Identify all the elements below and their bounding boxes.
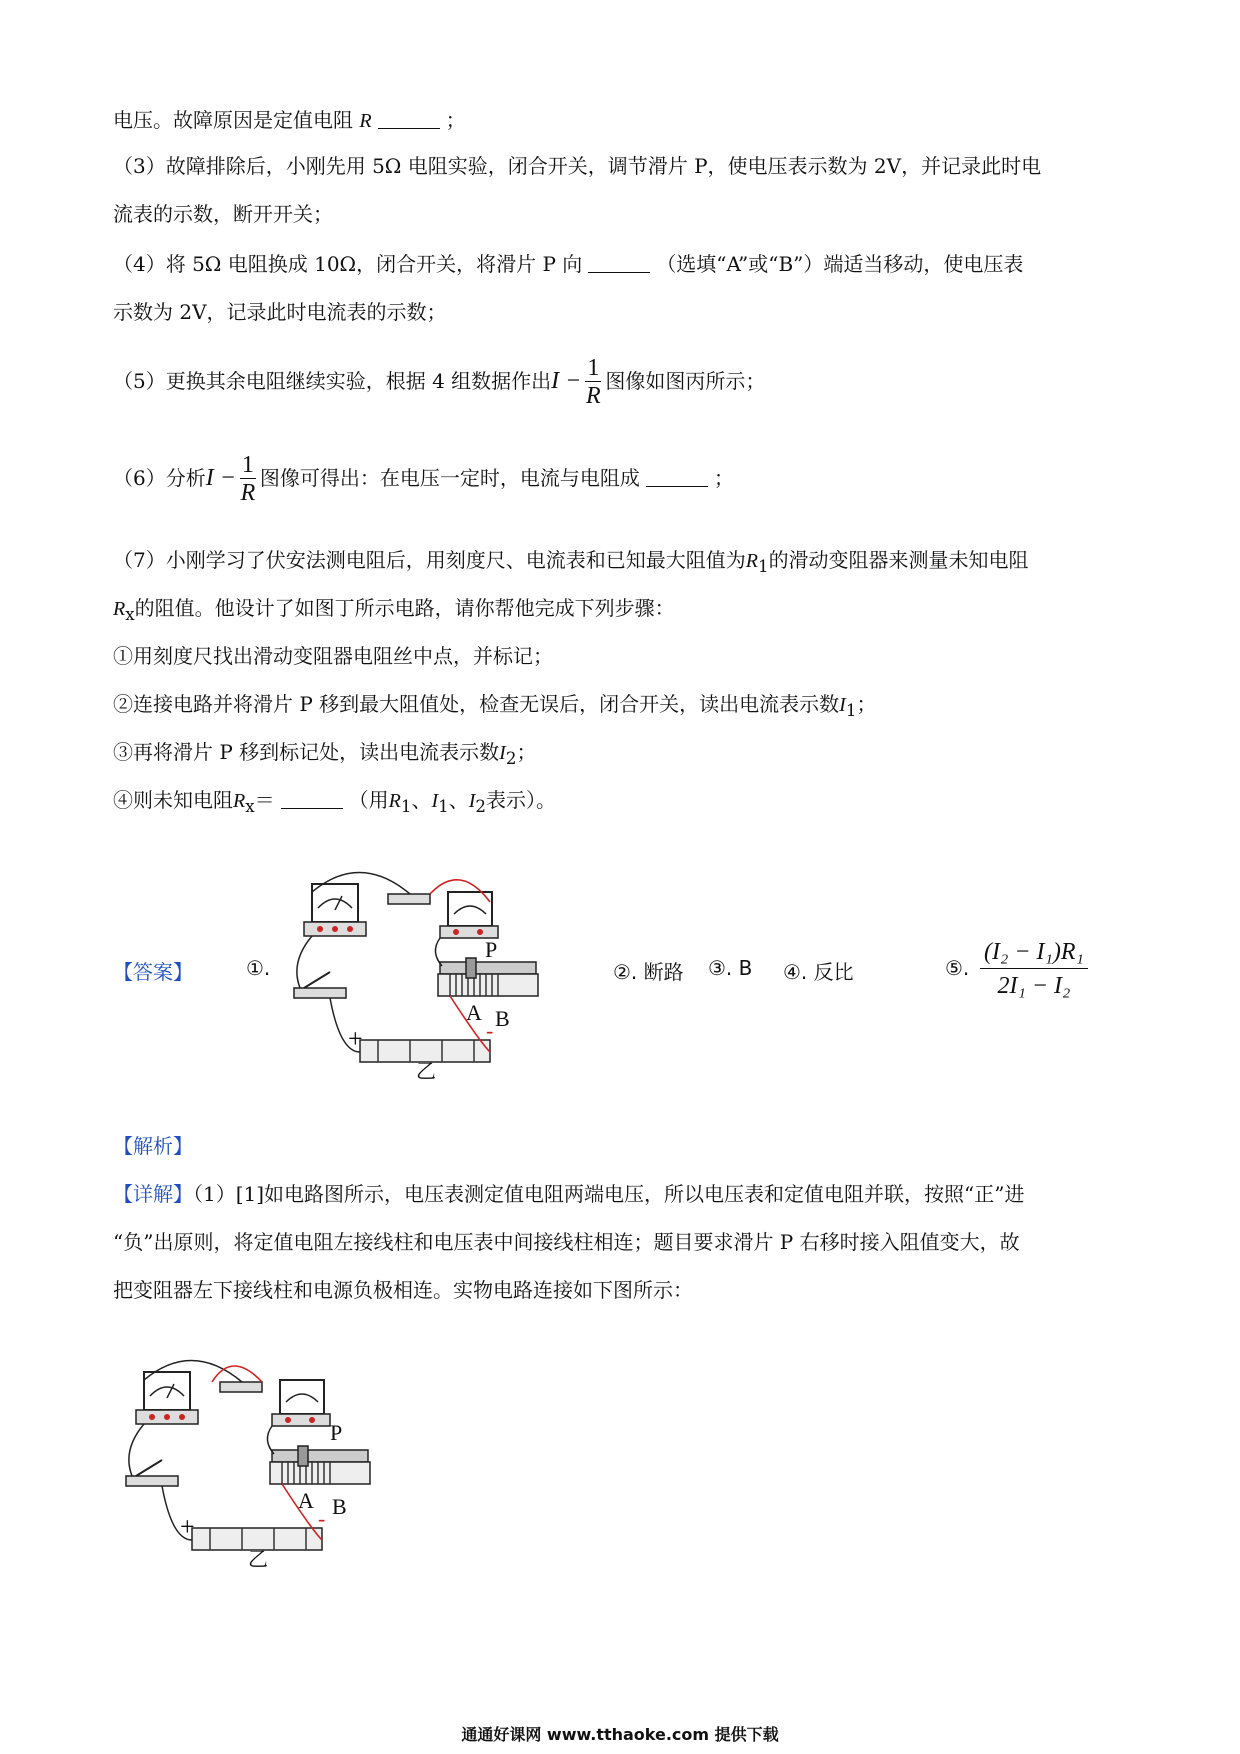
answer-blank <box>281 788 343 809</box>
answer-blank <box>378 108 440 129</box>
step-4 <box>113 786 556 821</box>
ammeter-icon <box>440 892 498 938</box>
answer-5: ⑤. <box>945 956 970 980</box>
circuit-figure-analysis <box>122 1350 402 1570</box>
analysis-line3: 把变阻器左下接线柱和电源负极相连。实物电路连接如下图所示： <box>113 1278 693 1302</box>
switch-icon <box>294 972 346 998</box>
q5-text-b: 图像如图丙所示； <box>605 369 766 393</box>
label-plus: + <box>180 1512 195 1541</box>
sep: 、 <box>411 788 432 812</box>
answer-label: 【答案】 <box>113 960 193 984</box>
formula-den: 2I₁ − I₂ <box>997 973 1071 999</box>
q6-end: ； <box>713 466 734 490</box>
rheostat-icon <box>270 1446 370 1484</box>
frac-den: R <box>240 480 256 506</box>
sub-1: 1 <box>438 797 449 816</box>
var-r1: R <box>388 790 401 812</box>
step-3-text: ③再将滑片 P 移到标记处，读出电流表示数 <box>113 740 500 764</box>
analysis-label: 【解析】 <box>113 1134 193 1158</box>
label-plus: + <box>348 1024 363 1053</box>
var-i2: I <box>468 790 476 812</box>
q6-text: （6）分析 <box>113 466 206 490</box>
q6-text-b: 图像可得出：在电压一定时，电流与电阻成 <box>259 466 640 490</box>
q-cont-end: ； <box>445 108 466 132</box>
var-i2: I <box>499 742 506 764</box>
answer-blank <box>646 466 708 487</box>
q4-text-b: （选填“A”或“B”）端适当移动，使电压表 <box>656 252 1024 276</box>
rheostat-icon <box>438 958 538 996</box>
q7-text-b: 的滑动变阻器来测量未知电阻 <box>768 548 1029 572</box>
q5-text: （5）更换其余电阻继续实验，根据 4 组数据作出 <box>113 369 552 393</box>
label-p: P <box>330 1420 343 1445</box>
step-2-end: ； <box>856 692 877 716</box>
q-cont-line <box>113 106 466 135</box>
detail-tag: 【详解】 <box>113 1182 193 1206</box>
label-b: B <box>495 1006 510 1031</box>
answer-formula <box>980 936 1088 1003</box>
step-2-text: ②连接电路并将滑片 P 移到最大阻值处，检查无误后，闭合开关，读出电流表示数 <box>113 692 840 716</box>
var-i1: I <box>431 790 439 812</box>
step-4-paren: （用 <box>348 788 389 812</box>
resistor-icon <box>388 894 430 904</box>
battery-icon <box>360 1040 490 1062</box>
sub-2: 2 <box>505 749 517 768</box>
var-r: R <box>359 110 372 132</box>
answer-blank <box>588 252 650 273</box>
sub-1: 1 <box>400 797 412 816</box>
analysis-text-1: （1）[1]如电路图所示，电压表测定值电阻两端电压，所以电压表和定值电阻并联，按照“正”进 <box>193 1182 1025 1206</box>
step-2 <box>113 690 876 725</box>
sub-x: x <box>125 605 135 624</box>
step-4-text: ④则未知电阻 <box>113 788 233 812</box>
figure-label: 乙 <box>248 1549 268 1570</box>
q6-fraction <box>240 452 256 507</box>
var-rx: R <box>233 790 246 812</box>
q5-math: I − <box>551 368 582 394</box>
analysis-line1 <box>113 1180 1025 1208</box>
switch-icon <box>126 1460 178 1486</box>
label-a: A <box>466 1000 482 1025</box>
sub-2: 2 <box>475 797 487 816</box>
frac-num: 1 <box>587 355 600 381</box>
label-a: A <box>298 1488 314 1513</box>
label-minus: - <box>318 1506 326 1531</box>
label-minus: - <box>486 1018 494 1043</box>
sub-1: 1 <box>845 701 857 720</box>
q4-line1 <box>113 250 1023 278</box>
step-1: ①用刻度尺找出滑动变阻器电阻丝中点，并标记； <box>113 644 553 668</box>
label-p: P <box>485 937 498 962</box>
var-rx: R <box>113 598 126 620</box>
sub-x: x <box>245 797 255 816</box>
step-3-end: ； <box>516 740 537 764</box>
sub-1: 1 <box>757 557 769 576</box>
resistor-icon <box>220 1382 262 1392</box>
q3-line2: 流表的示数，断开开关； <box>113 202 333 226</box>
q5-fraction <box>585 355 601 410</box>
step-4-end: 表示）。 <box>486 788 557 812</box>
q7-text-c: 的阻值。他设计了如图丁所示电路，请你帮他完成下列步骤： <box>134 596 675 620</box>
q5-line <box>113 355 765 410</box>
q-cont-text: 电压。故障原因是定值电阻 <box>113 108 360 132</box>
label-b: B <box>332 1494 347 1519</box>
answer-3: ③. B <box>708 956 753 980</box>
var-i1: I <box>839 694 846 716</box>
equals: ＝ <box>254 788 275 812</box>
figure-label: 乙 <box>416 1061 436 1082</box>
frac-num: 1 <box>241 452 254 478</box>
q3-line1: （3）故障排除后，小刚先用 5Ω 电阻实验，闭合开关，调节滑片 P，使电压表示数为 2V，并记录此时电 <box>113 154 1042 178</box>
sep: 、 <box>448 788 469 812</box>
answer-4: ④. 反比 <box>783 960 854 984</box>
q6-math: I − <box>205 465 236 491</box>
answer-1: ①. <box>246 956 271 980</box>
frac-den: R <box>586 383 601 409</box>
q4-text-a: （4）将 5Ω 电阻换成 10Ω，闭合开关，将滑片 P 向 <box>113 252 583 276</box>
page-footer: 通通好课网 www.tthaoke.com 提供下载 <box>461 1725 779 1744</box>
battery-icon <box>192 1528 322 1550</box>
q7-text-a: （7）小刚学习了伏安法测电阻后，用刻度尺、电流表和已知最大阻值为 <box>113 548 746 572</box>
q7-line2 <box>113 594 675 629</box>
circuit-figure-answer <box>290 862 570 1082</box>
analysis-line2: “负”出原则，将定值电阻左接线柱和电压表中间接线柱相连；题目要求滑片 P 右移时接入阻值变大，故 <box>113 1230 1020 1254</box>
step-3 <box>113 738 536 773</box>
answer-2: ②. 断路 <box>613 960 684 984</box>
q4-line2: 示数为 2V，记录此时电流表的示数； <box>113 300 447 324</box>
var-r1: R <box>745 550 758 572</box>
ammeter-icon <box>272 1380 330 1426</box>
formula-num: (I₂ − I₁)R₁ <box>980 936 1088 969</box>
q7-line1 <box>113 546 1029 581</box>
q6-line <box>113 452 734 507</box>
